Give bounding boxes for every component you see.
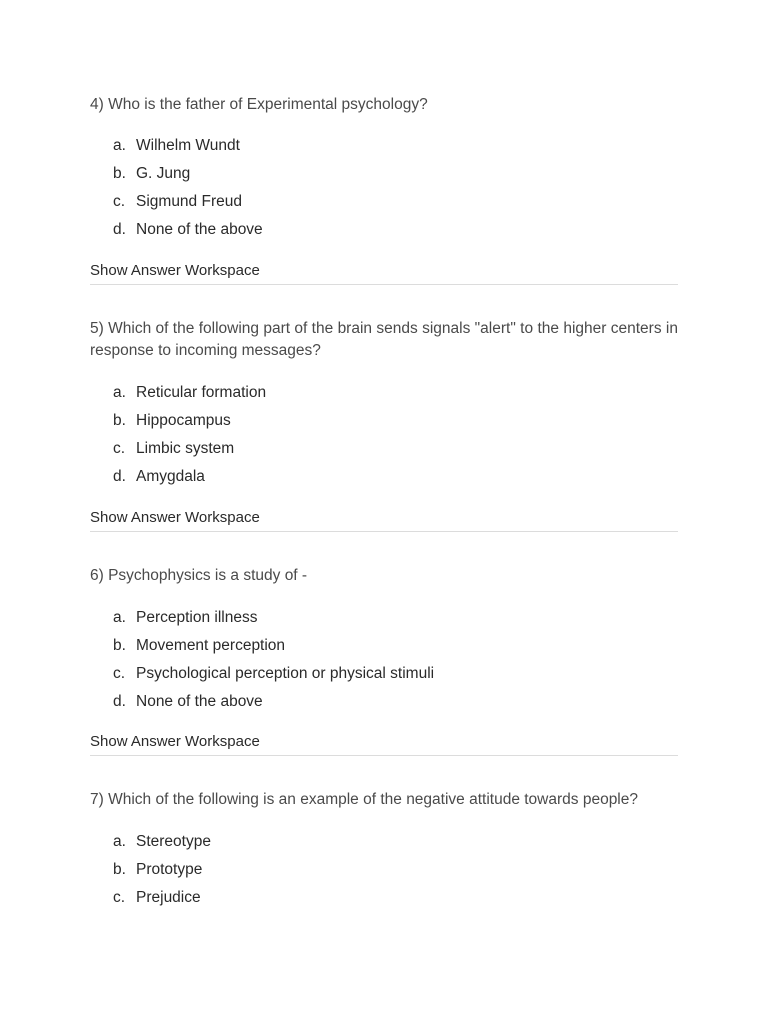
question-7-text: 7) Which of the following is an example of the negative attitude towards people?: [90, 791, 638, 808]
option-letter: b.: [113, 412, 126, 429]
option-text: None of the above: [136, 693, 263, 710]
question-5-text: 5) Which of the following part of the brain sends signals "alert" to the higher centers in response to incoming messages?: [90, 320, 678, 359]
answer-divider: [90, 731, 678, 756]
option-letter: a.: [113, 384, 126, 401]
question-4-options: [90, 132, 678, 244]
option-letter: c.: [113, 889, 126, 906]
answer-divider: [90, 507, 678, 532]
option-letter: b.: [113, 861, 126, 878]
option-item: [90, 688, 678, 716]
option-text: G. Jung: [136, 165, 191, 182]
option-item: [90, 188, 678, 216]
option-item: [90, 856, 678, 884]
option-text: Hippocampus: [136, 412, 231, 429]
question-4-text: 4) Who is the father of Experimental psychology?: [90, 96, 428, 113]
option-item: [90, 884, 678, 912]
option-letter: a.: [113, 137, 126, 154]
option-item: [90, 407, 678, 435]
option-letter: c.: [113, 440, 126, 457]
option-letter: a.: [113, 609, 126, 626]
show-answer-link[interactable]: Show Answer Workspace: [90, 262, 260, 279]
show-answer-link[interactable]: Show Answer Workspace: [90, 509, 260, 526]
option-item: [90, 828, 678, 856]
option-item: [90, 660, 678, 688]
option-text: Wilhelm Wundt: [136, 137, 240, 154]
option-text: None of the above: [136, 221, 263, 238]
answer-divider: [90, 260, 678, 285]
option-item: [90, 463, 678, 491]
option-letter: d.: [113, 693, 126, 710]
option-text: Sigmund Freud: [136, 193, 242, 210]
question-5-options: [90, 379, 678, 491]
question-7-options: [90, 828, 678, 912]
option-letter: c.: [113, 193, 126, 210]
option-letter: d.: [113, 468, 126, 485]
option-text: Movement perception: [136, 637, 286, 654]
option-item: [90, 216, 678, 244]
option-text: Amygdala: [136, 468, 205, 485]
option-text: Prototype: [136, 861, 203, 878]
question-6-text: 6) Psychophysics is a study of -: [90, 567, 308, 584]
option-item: [90, 160, 678, 188]
show-answer-link[interactable]: Show Answer Workspace: [90, 733, 260, 750]
option-item: [90, 435, 678, 463]
option-letter: a.: [113, 833, 126, 850]
option-item: [90, 379, 678, 407]
option-text: Stereotype: [136, 833, 211, 850]
option-letter: d.: [113, 221, 126, 238]
option-item: [90, 604, 678, 632]
option-text: Prejudice: [136, 889, 201, 906]
option-letter: b.: [113, 637, 126, 654]
option-item: [90, 132, 678, 160]
option-text: Perception illness: [136, 609, 258, 626]
option-text: Limbic system: [136, 440, 235, 457]
option-text: Reticular formation: [136, 384, 267, 401]
option-letter: b.: [113, 165, 126, 182]
question-6-options: [90, 604, 678, 716]
option-letter: c.: [113, 665, 126, 682]
option-text: Psychological perception or physical stimuli: [136, 665, 435, 682]
option-item: [90, 632, 678, 660]
